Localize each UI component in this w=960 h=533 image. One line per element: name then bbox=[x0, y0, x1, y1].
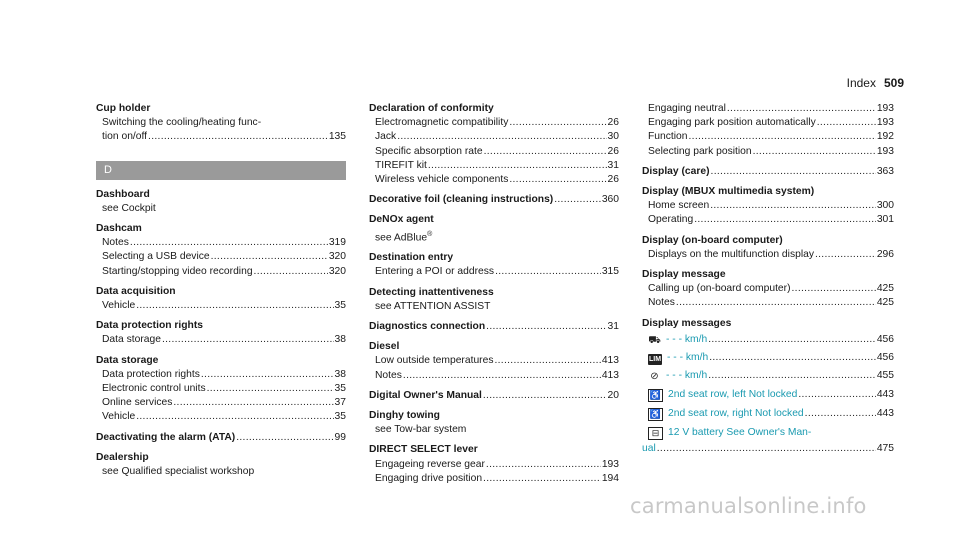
index-heading: Destination entry bbox=[369, 252, 454, 264]
limiter-icon: LIM bbox=[648, 355, 662, 363]
index-heading: Data storage bbox=[96, 354, 159, 366]
index-heading: Detecting inattentiveness bbox=[369, 286, 494, 298]
watermark: carmanualsonline.info bbox=[630, 494, 867, 518]
page-header bbox=[847, 76, 904, 90]
index-subentry[interactable]: TIREFIT kit ..... 31 bbox=[369, 159, 619, 173]
index-subentry[interactable]: Vehicle ..... 35 bbox=[96, 299, 346, 313]
index-subentry[interactable]: Engaging drive position ..... 194 bbox=[369, 472, 619, 486]
index-column-3 bbox=[642, 102, 894, 456]
index-subentry[interactable]: LIM - - - km/h ..... 456 bbox=[642, 349, 894, 367]
index-subentry[interactable]: Selecting a USB device ..... 320 bbox=[96, 250, 346, 264]
index-column-2 bbox=[369, 102, 619, 486]
index-heading: Display (on-board computer) bbox=[642, 234, 783, 246]
index-subentry[interactable]: ♿ 2nd seat row, left Not locked ..... 443 bbox=[642, 385, 894, 404]
index-heading: Data protection rights bbox=[96, 320, 203, 332]
index-subentry[interactable]: Displays on the multifunction display ..... 296 bbox=[642, 248, 894, 262]
header-label: Index bbox=[846, 76, 876, 90]
index-subentry[interactable]: Notes ..... 319 bbox=[96, 236, 346, 250]
index-subentry[interactable]: ual ..... 475 bbox=[642, 442, 894, 456]
index-subentry[interactable]: Operating ..... 301 bbox=[642, 213, 894, 227]
index-heading: Cup holder bbox=[96, 103, 151, 114]
index-subentry[interactable]: ♿ 2nd seat row, right Not locked ..... 443 bbox=[642, 404, 894, 423]
index-subentry[interactable]: Entering a POI or address ..... 315 bbox=[369, 265, 619, 279]
index-heading: Dealership bbox=[96, 451, 149, 463]
see-reference[interactable]: see Qualified specialist workshop bbox=[102, 466, 255, 478]
index-subentry[interactable]: Electronic control units ..... 35 bbox=[96, 382, 346, 396]
index-heading[interactable]: Deactivating the alarm (ATA) ..... 99 bbox=[96, 431, 346, 445]
index-heading[interactable]: Decorative foil (cleaning instructions) ..... 360 bbox=[369, 193, 619, 207]
index-subentry[interactable]: Engaging neutral ..... 193 bbox=[642, 102, 894, 116]
index-subentry[interactable]: Engaging park position automatically ..... 193 bbox=[642, 116, 894, 130]
index-heading: Diesel bbox=[369, 341, 400, 353]
index-heading[interactable]: Digital Owner's Manual ..... 20 bbox=[369, 389, 619, 403]
index-subentry[interactable]: Calling up (on-board computer) ..... 425 bbox=[642, 282, 894, 296]
index-heading[interactable]: Diagnostics connection ..... 31 bbox=[369, 320, 619, 334]
index-subentry[interactable]: tion on/off ..... 135 bbox=[96, 130, 346, 144]
index-heading: DIRECT SELECT lever bbox=[369, 444, 478, 456]
see-reference[interactable]: see AdBlue® bbox=[375, 230, 433, 244]
index-heading: Dinghy towing bbox=[369, 410, 440, 422]
index-subentry[interactable]: ⊟ 12 V battery See Owner's Man- bbox=[642, 423, 894, 442]
index-subentry[interactable]: Specific absorption rate ..... 26 bbox=[369, 145, 619, 159]
index-subentry[interactable]: Wireless vehicle components ..... 26 bbox=[369, 173, 619, 187]
index-subentry[interactable]: Low outside temperatures ..... 413 bbox=[369, 354, 619, 368]
index-subentry[interactable]: Electromagnetic compatibility ..... 26 bbox=[369, 116, 619, 130]
index-heading: Display (MBUX multimedia system) bbox=[642, 186, 815, 198]
index-subentry[interactable]: Function ..... 192 bbox=[642, 130, 894, 144]
seat-belt-icon: ♿ bbox=[649, 389, 662, 400]
index-column-1 bbox=[96, 102, 346, 479]
index-heading: Dashcam bbox=[96, 223, 142, 235]
index-subentry[interactable]: Notes ..... 413 bbox=[369, 369, 619, 383]
section-letter-band: D bbox=[96, 161, 346, 180]
index-subentry[interactable]: Selecting park position ..... 193 bbox=[642, 145, 894, 159]
index-heading: Data acquisition bbox=[96, 285, 176, 297]
seat-belt-icon: ♿ bbox=[649, 408, 662, 419]
battery-icon: ⊟ bbox=[648, 427, 663, 440]
index-heading[interactable]: Display (care) ..... 363 bbox=[642, 165, 894, 179]
index-subentry[interactable]: Engageing reverse gear ..... 193 bbox=[369, 458, 619, 472]
index-subentry[interactable]: Data protection rights ..... 38 bbox=[96, 368, 346, 382]
index-subentry[interactable]: Vehicle ..... 35 bbox=[96, 410, 346, 424]
index-heading: Display messages bbox=[642, 317, 732, 329]
index-subentry[interactable]: ⊘ - - - km/h ..... 455 bbox=[642, 367, 894, 385]
index-subentry[interactable]: Data storage ..... 38 bbox=[96, 333, 346, 347]
index-subentry: Switching the cooling/heating func- bbox=[102, 117, 262, 129]
index-heading: Display message bbox=[642, 269, 726, 281]
cruise-control-icon: ⛟ bbox=[648, 334, 661, 346]
index-subentry[interactable]: Starting/stopping video recording ..... 320 bbox=[96, 265, 346, 279]
index-heading: Dashboard bbox=[96, 188, 150, 200]
index-subentry[interactable]: Home screen ..... 300 bbox=[642, 199, 894, 213]
see-reference[interactable]: see Tow-bar system bbox=[375, 424, 467, 436]
see-reference[interactable]: see Cockpit bbox=[102, 202, 156, 214]
index-heading: Declaration of conformity bbox=[369, 103, 494, 114]
speed-off-icon: ⊘ bbox=[650, 370, 659, 382]
index-subentry[interactable]: Online services ..... 37 bbox=[96, 396, 346, 410]
index-subentry[interactable]: Notes ..... 425 bbox=[642, 296, 894, 310]
page-number: 509 bbox=[883, 76, 904, 90]
index-subentry[interactable]: ⛟ - - - km/h ..... 456 bbox=[642, 331, 894, 349]
see-reference[interactable]: see ATTENTION ASSIST bbox=[375, 300, 491, 312]
index-subentry[interactable]: Jack ..... 30 bbox=[369, 130, 619, 144]
index-heading: DeNOx agent bbox=[369, 214, 434, 226]
